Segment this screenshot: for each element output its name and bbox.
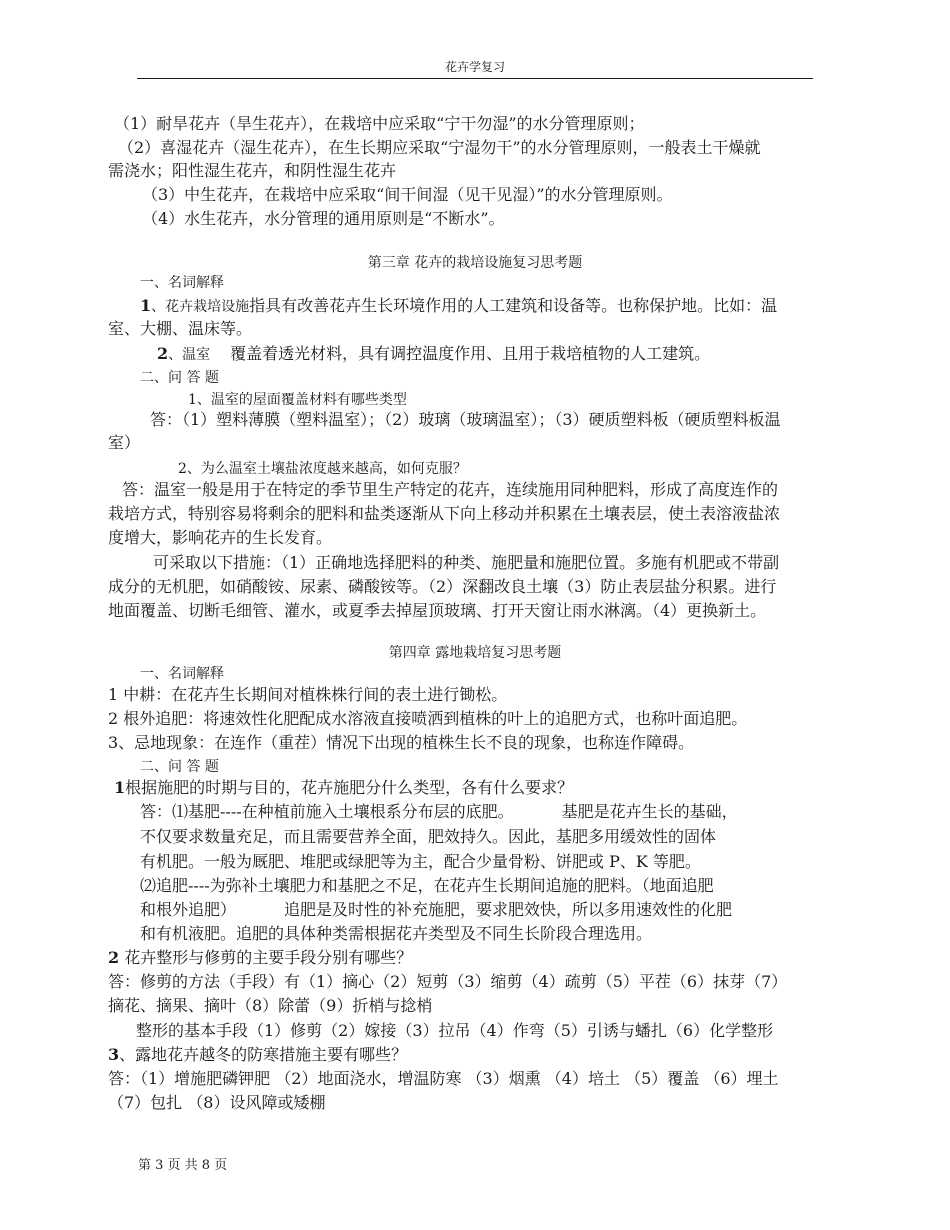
ch4-section-qa: 二、问 答 题 — [140, 759, 219, 775]
ch4-answer-1-topdress-types: 和根外追肥） — [140, 900, 237, 919]
ch3-term-2-definition: 覆盖着透光材料，具有调控温度作用、且用于栽培植物的人工建筑。 — [230, 344, 711, 363]
ch4-answer-1-line-1 — [140, 801, 738, 823]
page-footer: 第 3 页 共 8 页 — [138, 1158, 228, 1173]
ch3-answer-2-line-6: 地面覆盖、切断毛细管、灌水，或夏季去掉屋顶玻璃、打开天窗让雨水淋漓。（4）更换新土。 — [108, 601, 767, 620]
ch3-section-terms: 一、名词解释 — [140, 275, 224, 291]
ch3-answer-1: 答：（1）塑料薄膜（塑料温室）；（2）玻璃（玻璃温室）；（3）硬质塑料板（硬质塑料板温 — [150, 410, 781, 429]
ch3-term-1-number: 1 — [140, 296, 152, 315]
ch4-answer-1-line-4: ⑵追肥----为弥补土壤肥力和基肥之不足，在花卉生长期间追施的肥料。（地面追肥 — [140, 876, 714, 895]
ch4-term-1: 1 中耕：在花卉生长期间对植株株行间的表土进行锄松。 — [108, 685, 508, 704]
ch3-answer-2-line-2: 栽培方式，特别容易将剩余的肥料和盐类逐渐从下向上移动并积累在土壤表层，使土表溶液盐浓 — [108, 504, 781, 523]
ch3-term-2 — [157, 343, 710, 366]
ch4-answer-2-line-3: 整形的基本手段（1）修剪（2）嫁接（3）拉吊（4）作弯（5）引诱与蟠扎（6）化学整形 — [136, 1021, 774, 1040]
ch3-answer-2-line-3: 度增大，影响花卉的生长发育。 — [108, 528, 333, 547]
chapter-4-title: 第四章 露地栽培复习思考题 — [388, 645, 562, 661]
ch4-answer-1-line-6: 和有机液肥。追肥的具体种类需根据花卉类型及不同生长阶段合理选用。 — [140, 924, 653, 943]
page-header: 花卉学复习 — [137, 60, 813, 79]
chapter-3-title: 第三章 花卉的栽培设施复习思考题 — [367, 255, 583, 271]
ch4-question-3-text: 、露地花卉越冬的防寒措施主要有哪些？ — [119, 1045, 408, 1064]
ch4-question-2-text: 花卉整形与修剪的主要手段分别有哪些？ — [119, 948, 413, 967]
ch4-question-2 — [108, 947, 412, 969]
water-rule-4: （4）水生花卉，水分管理的通用原则是“不断水”。 — [142, 209, 505, 228]
ch3-term-2-name: 、温室 — [168, 347, 211, 363]
ch4-term-2: 2 根外追肥：将速效性化肥配成水溶液直接喷洒到植株的叶上的追肥方式，也称叶面追肥。 — [108, 709, 748, 728]
ch3-term-2-number: 2 — [157, 344, 169, 363]
water-rule-3: （3）中生花卉，在栽培中应采取“间干间湿（见干见湿）”的水分管理原则。 — [142, 185, 673, 204]
ch4-section-terms: 一、名词解释 — [140, 666, 224, 682]
ch4-question-3-number: 3 — [108, 1045, 120, 1064]
ch3-question-2: 2、为么温室土壤盐浓度越来越高，如何克服？ — [178, 461, 467, 477]
ch4-term-3: 3、忌地现象：在连作（重茬）情况下出现的植株生长不良的现象，也称连作障碍。 — [108, 733, 695, 752]
ch4-question-1-number: 1 — [114, 778, 126, 797]
water-rule-2: （2）喜湿花卉（湿生花卉），在生长期应采取“宁湿勿干”的水分管理原则，一般表土干燥就 — [118, 138, 761, 157]
ch3-term-1-definition: 指具有改善花卉生长环境作用的人工建筑和设备等。也称保护地。比如：温 — [249, 296, 778, 315]
ch4-answer-1-basal-fertilizer: 答：⑴基肥----在种植前施入土壤根系分布层的底肥。 — [140, 802, 514, 821]
water-rule-1: （1）耐旱花卉（旱生花卉），在栽培中应采取“宁干勿湿”的水分管理原则； — [114, 114, 645, 133]
ch3-answer-2-line-4: 可采取以下措施：（1）正确地选择肥料的种类、施肥量和施肥位置。多施有机肥或不带副 — [153, 553, 780, 572]
ch3-answer-2-line-1: 答：温室一般是用于在特定的季节里生产特定的花卉，连续施用同种肥料，形成了高度连作的 — [122, 480, 779, 499]
ch3-answer-1-cont: 室） — [108, 433, 141, 452]
ch3-question-1: 1、温室的屋面覆盖材料有哪些类型 — [188, 392, 407, 408]
ch4-answer-1-topdress-role: 追肥是及时性的补充施肥，要求肥效快，所以多用速效性的化肥 — [284, 900, 733, 919]
ch4-answer-1-line-2: 不仅要求数量充足，而且需要营养全面，肥效持久。因此，基肥多用缓效性的固体 — [140, 827, 717, 846]
ch4-question-3 — [108, 1044, 407, 1066]
ch4-question-1 — [114, 777, 573, 799]
water-rule-2-cont: 需浇水；阳性湿生花卉，和阴性湿生花卉 — [108, 161, 397, 180]
ch4-answer-1-basal-role: 基肥是花卉生长的基础， — [561, 802, 738, 821]
ch4-question-1-text: 根据施肥的时期与目的，花卉施肥分什么类型，各有什么要求？ — [125, 778, 574, 797]
ch3-section-qa: 二、问 答 题 — [140, 370, 219, 386]
ch4-question-2-number: 2 — [108, 948, 120, 967]
ch4-answer-2-line-1: 答：修剪的方法（手段）有（1）摘心（2）短剪（3）缩剪（4）疏剪（5）平茬（6）抹芽（7） — [108, 972, 788, 991]
ch3-term-1-cont: 室、大棚、温床等。 — [108, 319, 253, 338]
ch4-answer-1-line-5 — [140, 899, 732, 921]
ch4-answer-3-line-2: （7）包扎 （8）设风障或矮棚 — [108, 1093, 326, 1112]
ch4-answer-1-line-3: 有机肥。一般为厩肥、堆肥或绿肥等为主，配合少量骨粉、饼肥或 P、K 等肥。 — [140, 852, 701, 871]
ch3-term-1-name: 、花卉栽培设施 — [151, 299, 250, 315]
ch4-answer-3-line-1: 答：（1）增施肥磷钾肥 （2）地面浇水，增温防寒 （3）烟熏 （4）培土 （5）覆盖 （6）埋土 — [108, 1069, 779, 1088]
ch3-answer-2-line-5: 成分的无机肥，如硝酸铵、尿素、磷酸铵等。（2）深翻改良土壤（3）防止表层盐分积累。进行 — [108, 577, 777, 596]
ch4-answer-2-line-2: 摘花、摘果、摘叶（8）除蕾（9）折梢与捻梢 — [108, 996, 433, 1015]
ch3-term-1 — [140, 295, 777, 318]
